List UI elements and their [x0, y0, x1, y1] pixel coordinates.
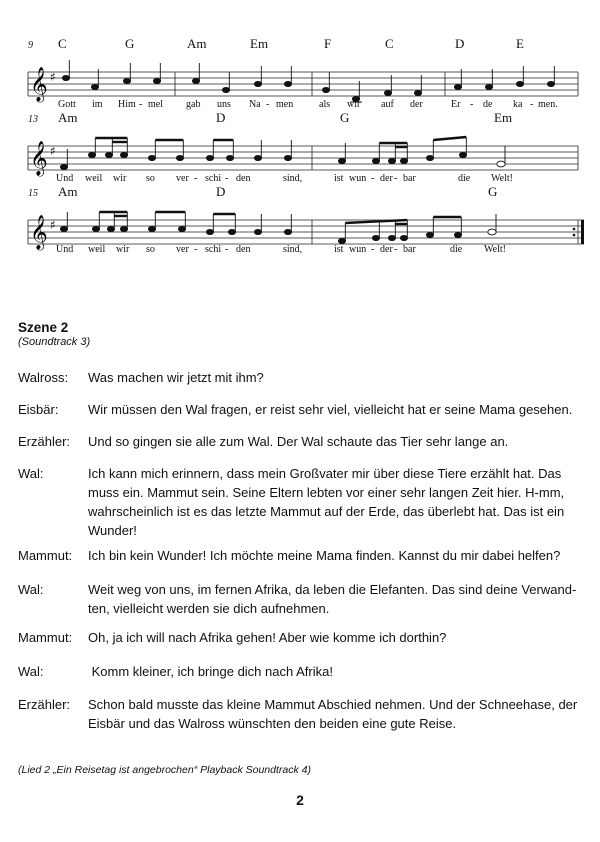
chord-symbol: Am: [187, 36, 207, 51]
lyric: mel: [148, 99, 163, 110]
chord-symbol: D: [216, 110, 226, 125]
lyric: bar: [403, 244, 416, 255]
chord-symbol: Am: [58, 184, 78, 199]
lyric: men.: [538, 99, 558, 110]
lyric: -: [394, 173, 398, 184]
lyric: -: [266, 99, 270, 110]
lyric: wun: [349, 244, 367, 255]
lyric: wir: [113, 173, 127, 184]
page-number: 2: [296, 792, 304, 808]
chord-symbol: C: [58, 36, 67, 51]
speaker-label: Mammut:: [18, 630, 73, 645]
chord-symbol: Am: [58, 110, 78, 125]
lyric: de: [483, 99, 493, 110]
staff: [0, 52, 600, 112]
treble-clef-icon: 𝄞: [30, 67, 48, 102]
chord-symbol: Em: [250, 36, 269, 51]
sharp-icon: ♯: [50, 70, 56, 84]
lyric: -: [225, 173, 229, 184]
lyric: bar: [403, 173, 416, 184]
dialogue-text: Und so gingen sie alle zum Wal. Der Wal schaute das Tier sehr lange an.: [88, 434, 509, 449]
lyric: ver: [176, 244, 189, 255]
lyric: die: [458, 173, 471, 184]
lyric: Er: [451, 99, 461, 110]
lyric: weil: [85, 173, 103, 184]
chord-symbol: D: [216, 184, 226, 199]
chord-symbol: F: [324, 36, 332, 51]
chord-symbol: E: [516, 36, 524, 51]
chord-symbol: G: [488, 184, 498, 199]
lyric: als: [319, 99, 331, 110]
dialogue-text: Was machen wir jetzt mit ihm?: [88, 370, 264, 385]
lyric: -: [194, 244, 198, 255]
speaker-label: Wal:: [18, 664, 44, 679]
lyric: ist: [334, 244, 344, 255]
chord-symbol: G: [125, 36, 135, 51]
scene-subtitle: (Soundtrack 3): [18, 336, 91, 348]
lyric: uns: [217, 99, 231, 110]
lyric: Him: [118, 99, 136, 110]
lyric: schi: [205, 244, 222, 255]
lyric: so: [146, 244, 155, 255]
dialogue-text: Schon bald musste das kleine Mammut Abschied nehmen. Und der Schneehase, der Eisbär und das Walross wünschten den beiden eine gute Reise.: [88, 697, 578, 731]
lyric: im: [92, 99, 103, 110]
lyric: der: [380, 173, 393, 184]
dialogue-text: Oh, ja ich will nach Afrika gehen! Aber wie komme ich dorthin?: [88, 630, 447, 645]
lyric: den: [236, 244, 251, 255]
lyric: -: [470, 99, 474, 110]
lyric: weil: [88, 244, 106, 255]
lyric: -: [394, 244, 398, 255]
speaker-label: Erzähler:: [18, 434, 71, 449]
lyric: Welt!: [484, 244, 506, 255]
speaker-label: Mammut:: [18, 548, 73, 563]
lyric: wir: [347, 99, 361, 110]
dialogue-text: Komm kleiner, ich bringe dich nach Afrika!: [88, 664, 333, 679]
lyric: Welt!: [491, 173, 513, 184]
lyric: den: [236, 173, 251, 184]
lyric: Und: [56, 244, 74, 255]
measure-number: 15: [28, 188, 38, 199]
lyric: Na: [249, 99, 261, 110]
measure-number: 9: [28, 40, 33, 51]
lyric: der: [410, 99, 423, 110]
speaker-label: Eisbär:: [18, 402, 59, 417]
lyric: -: [530, 99, 534, 110]
lyric: ver: [176, 173, 189, 184]
music-system-1: [0, 34, 600, 114]
lyric: auf: [381, 99, 394, 110]
lyric: ist: [334, 173, 344, 184]
music-system-3: [0, 182, 600, 262]
dialogue-text: Weit weg von uns, im fernen Afrika, da leben die Elefanten. Das sind deine Verwand-ten, vielleicht werden sie dich aufnehmen.: [88, 582, 577, 616]
lyric: wir: [116, 244, 130, 255]
lyric: schi: [205, 173, 222, 184]
sharp-icon: ♯: [50, 218, 56, 232]
lyric: sind,: [283, 173, 303, 184]
speaker-label: Wal:: [18, 582, 44, 597]
lyric: die: [450, 244, 463, 255]
treble-clef-icon: 𝄞: [30, 141, 48, 176]
speaker-label: Walross:: [18, 370, 69, 385]
lyric: der: [380, 244, 393, 255]
chord-symbol: D: [455, 36, 465, 51]
lyric: -: [194, 173, 198, 184]
lyric: -: [225, 244, 229, 255]
lyric: gab: [186, 99, 201, 110]
lyric: -: [139, 99, 143, 110]
dialogue-text: Ich bin kein Wunder! Ich möchte meine Mama finden. Kannst du mir dabei helfen?: [88, 548, 561, 563]
repeat-end-barline: [581, 220, 584, 244]
chord-symbol: C: [385, 36, 394, 51]
scene-title: Szene 2: [18, 320, 69, 335]
lyric: wun: [349, 173, 367, 184]
lyric: so: [146, 173, 155, 184]
lyric: Und: [56, 173, 74, 184]
lyric: -: [371, 173, 375, 184]
sharp-icon: ♯: [50, 144, 56, 158]
chord-symbol: G: [340, 110, 350, 125]
music-system-2: [0, 108, 600, 188]
lyric: men: [276, 99, 294, 110]
measure-number: 13: [28, 114, 38, 125]
dialogue-text: Ich kann mich erinnern, dass mein Großvater mir über diese Tiere erzählt hat. Das muss ein. Mammut sein. Seine Eltern lebten vor einer sehr langen Zeit hier. H-mm, wahrscheinlich ist es das letzte Mammut auf der Erde, das überlebt hat. Das ist ein Wunder!: [88, 466, 565, 538]
lyric: ka: [513, 99, 523, 110]
dialogue-text: Wir müssen den Wal fragen, er reist sehr viel, vielleicht hat er seine Mama gesehen.: [88, 402, 573, 417]
song-footnote: (Lied 2 „Ein Reisetag ist angebrochen“ Playback Soundtrack 4): [18, 764, 311, 776]
chord-symbol: Em: [494, 110, 513, 125]
speaker-label: Erzähler:: [18, 697, 71, 712]
lyric: -: [371, 244, 375, 255]
speaker-label: Wal:: [18, 466, 44, 481]
treble-clef-icon: 𝄞: [30, 215, 48, 250]
lyric: Gott: [58, 99, 76, 110]
lyric: sind,: [283, 244, 303, 255]
